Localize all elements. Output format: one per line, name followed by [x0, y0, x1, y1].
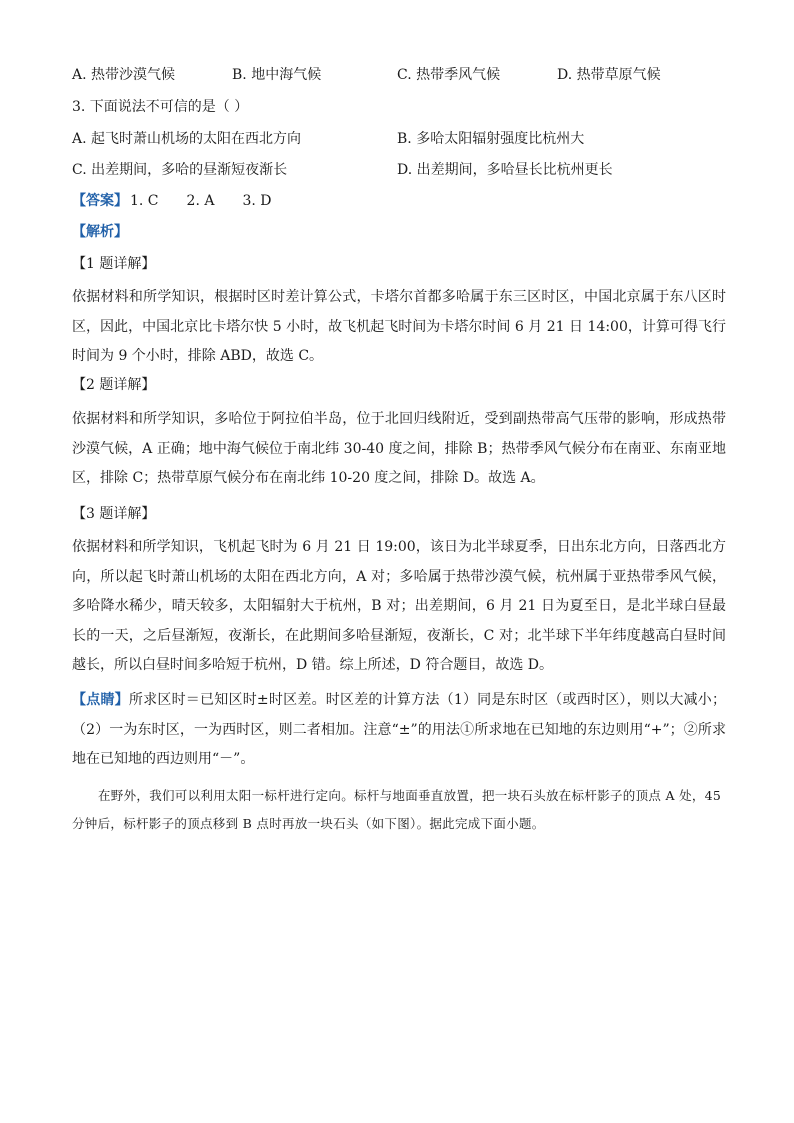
answer-line — [72, 190, 272, 212]
next-question-intro: 在野外，我们可以利用太阳一标杆进行定向。标杆与地面垂直放置，把一块石头放在标杆影子的顶点 A 处，45 分钟后，标杆影子的顶点移到 B 点时再放一块石头（如下图）。据此完成下面小题。 — [72, 788, 722, 831]
q3-option-d: D. 出差期间，多哈昼长比杭州更长 — [397, 162, 613, 178]
tip-tag: 【点睛】 — [72, 692, 129, 708]
q3-option-a: A. 起飞时萧山机场的太阳在西北方向 — [72, 131, 302, 147]
detail1-tag: 【1 题详解】 — [72, 256, 156, 272]
analysis-tag: 【解析】 — [72, 224, 128, 240]
q3-option-c: C. 出差期间，多哈的昼渐短夜渐长 — [72, 162, 288, 178]
q3-stem: 3. 下面说法不可信的是（ ） — [72, 99, 249, 115]
detail2-text: 依据材料和所学知识，多哈位于阿拉伯半岛，位于北回归线附近，受到副热带高气压带的影响，形成热带沙漠气候，A 正确；地中海气候位于南北纬 30-40 度之间，排除 B；热带季风气候分布在南亚、东南亚地区，排除 C；热带草原气候分布在南北纬 10-20 度之间，排除 D。故选 A。 — [72, 411, 726, 486]
answer-3: 3. D — [242, 193, 272, 209]
answer-tag: 【答案】 — [72, 193, 128, 209]
q2-option-d: D. 热带草原气候 — [557, 67, 661, 83]
tip-text: 所求区时＝已知区时±时区差。时区差的计算方法（1）同是东时区（或西时区），则以大减小；（2）一为东时区，一为西时区，则二者相加。注意“±”的用法①所求地在已知地的东边则用“+”；②所求地在已知地的西边则用“－”。 — [72, 692, 727, 767]
tip-paragraph — [72, 686, 726, 775]
answer-1: 1. C — [130, 193, 159, 209]
answer-2: 2. A — [186, 193, 215, 209]
q2-option-b: B. 地中海气候 — [232, 67, 322, 83]
detail3-text: 依据材料和所学知识，飞机起飞时为 6 月 21 日 19:00，该日为北半球夏季，日出东北方向，日落西北方向，所以起飞时萧山机场的太阳在西北方向，A 对；多哈属于热带沙漠气候，杭州属于亚热带季风气候，多哈降水稀少，晴天较多，太阳辐射大于杭州，B 对；出差期间，6 月 21 日为夏至日，是北半球白昼最长的一天，之后昼渐短，夜渐长，在此期间多哈昼渐短，夜渐长，C 对；北半球下半年纬度越高白昼时间越长，所以白昼时间多哈短于杭州，D 错。综上所述，D 符合题目，故选 D。 — [72, 539, 726, 673]
q3-option-b: B. 多哈太阳辐射强度比杭州大 — [397, 131, 585, 147]
q2-option-c: C. 热带季风气候 — [397, 67, 501, 83]
detail2-tag: 【2 题详解】 — [72, 377, 156, 393]
q2-option-a: A. 热带沙漠气候 — [72, 67, 176, 83]
detail1-text: 依据材料和所学知识，根据时区时差计算公式，卡塔尔首都多哈属于东三区时区，中国北京属于东八区时区，因此，中国北京比卡塔尔快 5 小时，故飞机起飞时间为卡塔尔时间 6 月 21 日 14:00，计算可得飞行时间为 9 个小时，排除 ABD，故选 C。 — [72, 289, 726, 364]
detail3-tag: 【3 题详解】 — [72, 506, 156, 522]
